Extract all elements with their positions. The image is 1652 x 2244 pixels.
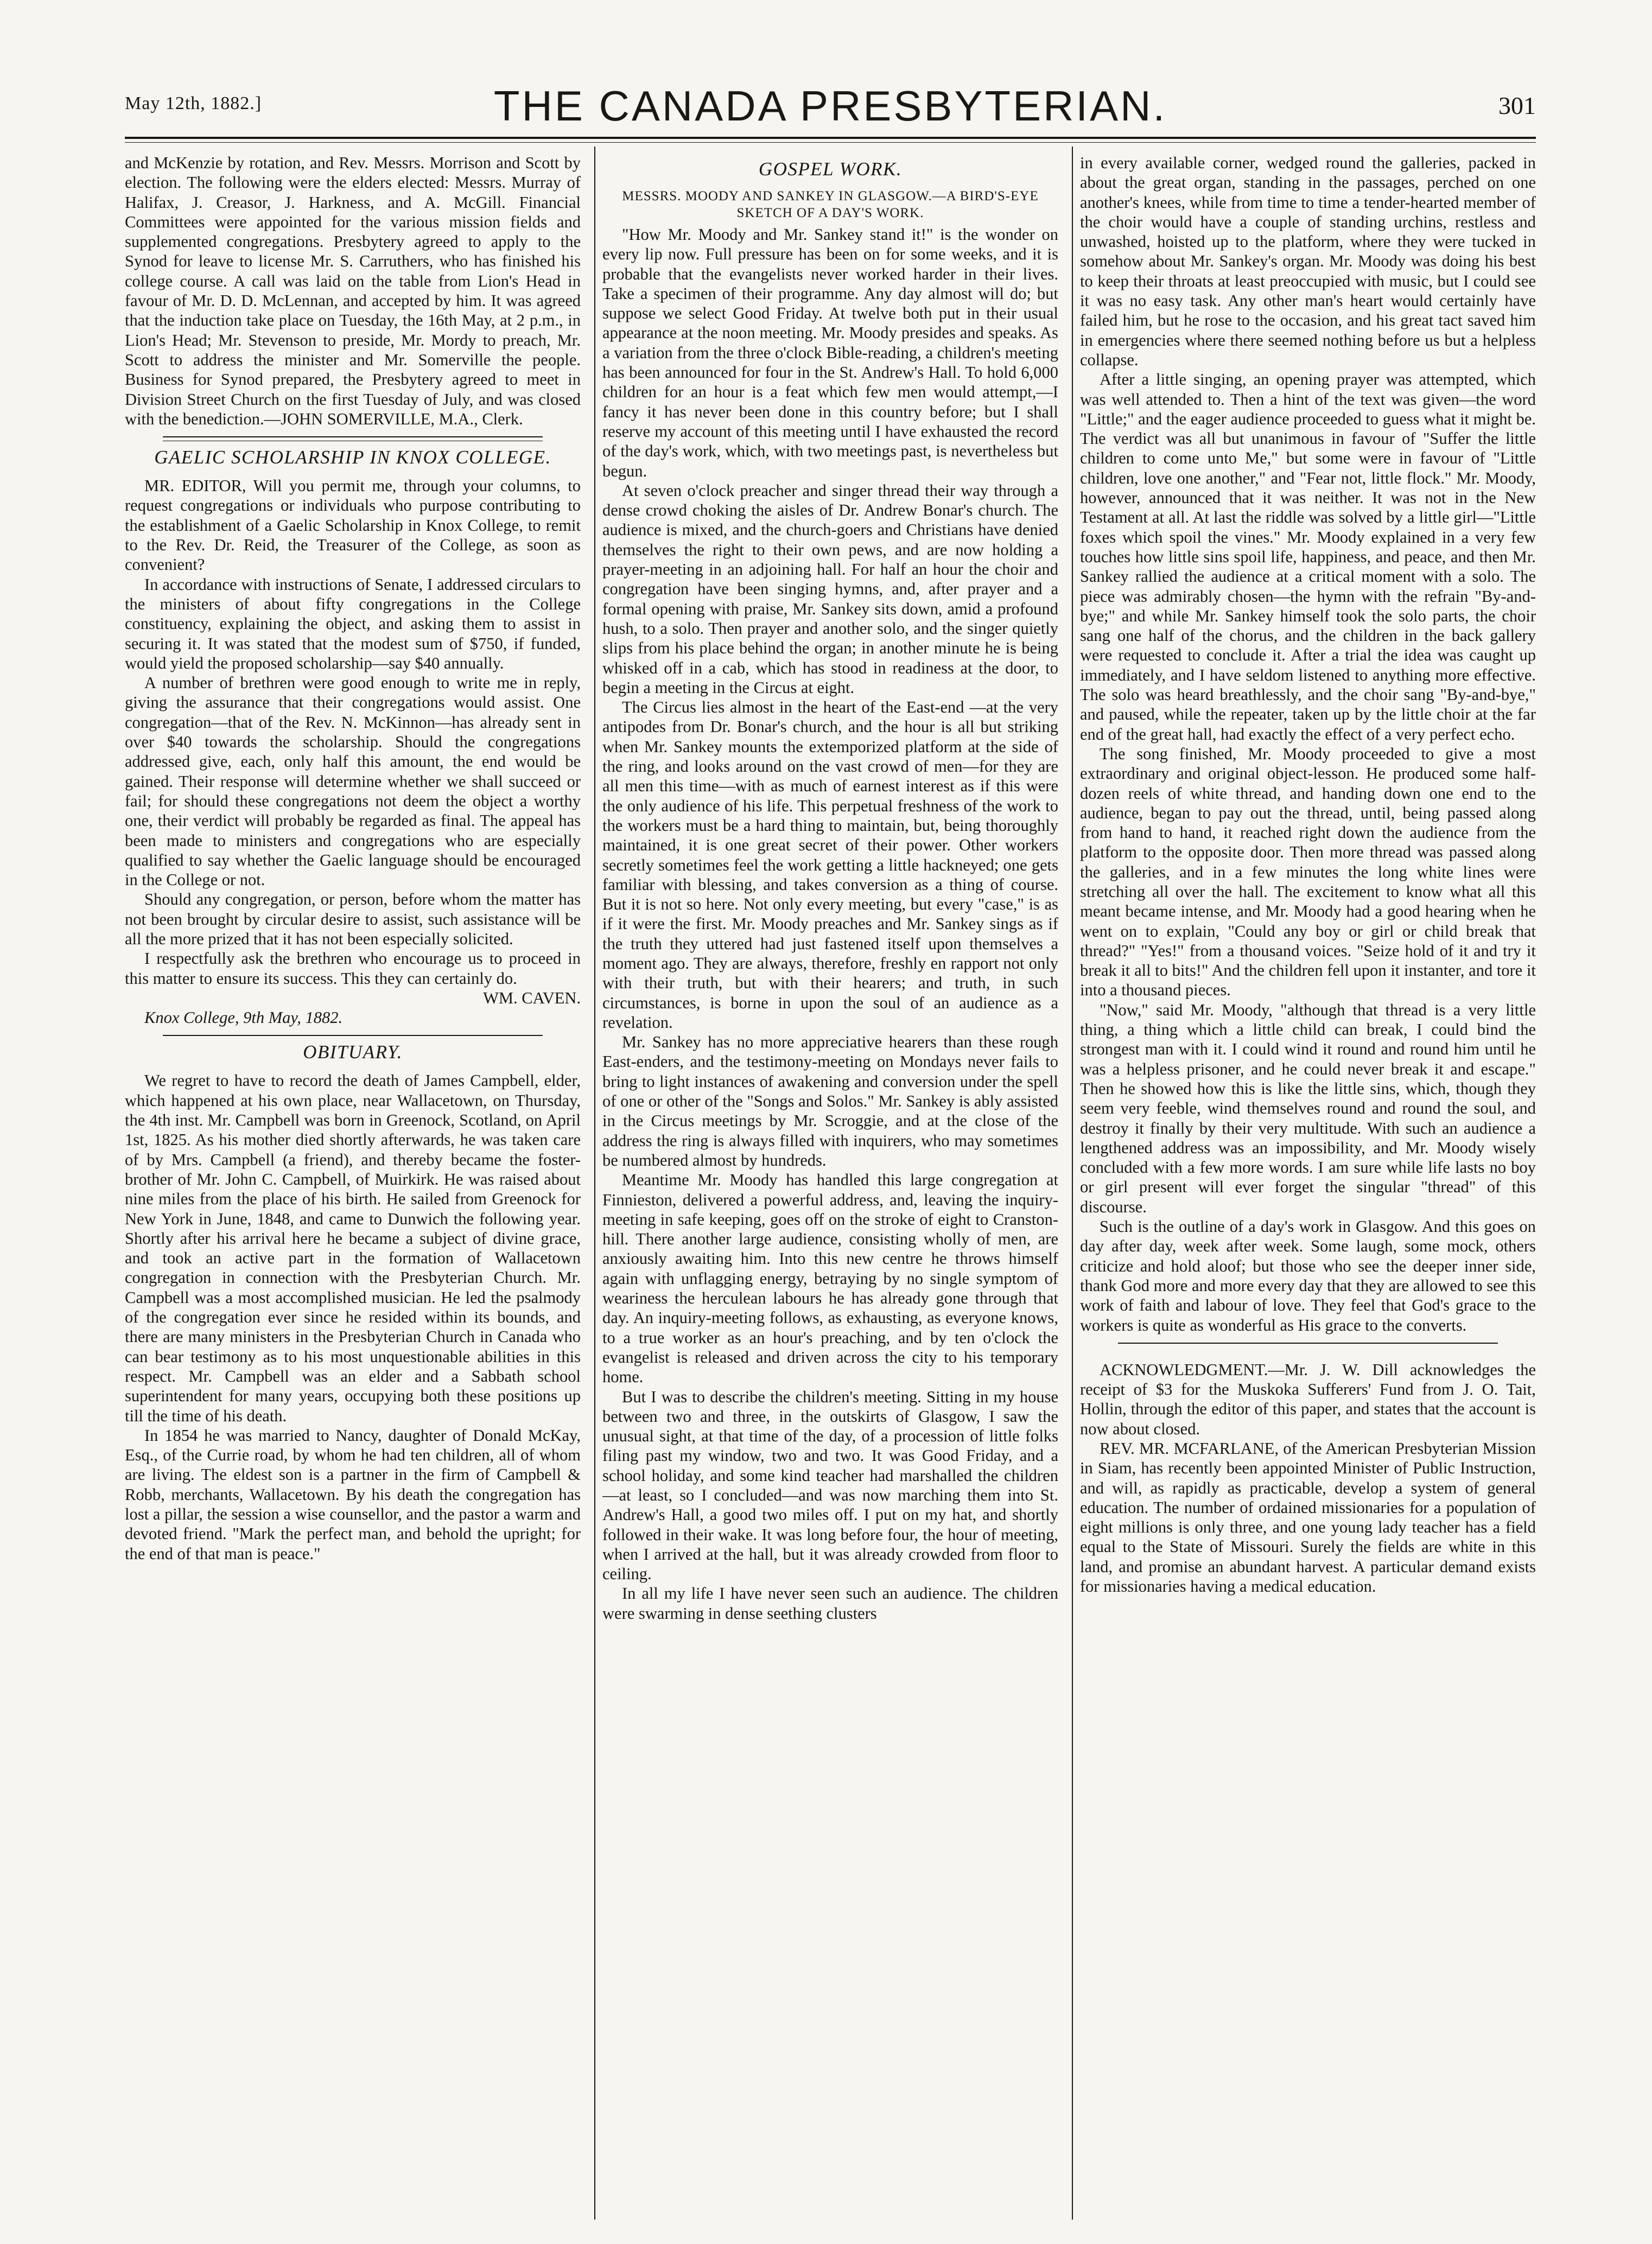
spacer bbox=[1080, 1344, 1536, 1360]
masthead bbox=[125, 81, 1536, 130]
obituary-paragraph: We regret to have to record the death of James Campbell, elder, which happened at his own place, near Wallacetown, on Thursday, the 4th inst. Mr. Campbell was born in Greenock, Scotland, on April 1st, 1825. As his mother died shortly afterwards, he was taken care of by Mrs. Campbell (a friend), and thereby became the foster-brother of Mr. John C. Campbell, of Muirkirk. He was raised about nine miles from the place of his birth. He sailed from Greenock for New York in June, 1848, and came to Dunwich the following year. Shortly after his arrival here he became a subject of divine grace, and took an active part in the formation of Wallacetown congregation in connection with the Presbyterian Church. Mr. Campbell was a most accomplished musician. He led the psalmody of the congregation ever since he resided within its bounds, and there are many ministers in the Presbyterian Church in Canada who can bear testimony as to his most unquestionable abilities in this respect. Mr. Campbell was an elder and a Sabbath school superintendent for many years, occupying both these positions up till the time of his death. bbox=[125, 1071, 581, 1425]
gaelic-paragraph: In accordance with instructions of Senate, I addressed circulars to the ministers of about fifty congregations in the College constituency, explaining the object, and asking them to assist in securing it. It was stated that the modest sum of $750, if funded, would yield the proposed scholarship—say $40 annually. bbox=[125, 575, 581, 672]
masthead-rule-thin bbox=[125, 142, 1536, 143]
gospel-work-subheading: MESSRS. MOODY AND SANKEY IN GLASGOW.—A BIRD'S-EYE SKETCH OF A DAY'S WORK. bbox=[622, 189, 1039, 220]
gospel-paragraph: Such is the outline of a day's work in Glasgow. And this goes on day after day, week after week. Some laugh, some mock, others criticize and hold aloof; but those who see the deeper inner side, thank God more and more every day that they are allowed to see this work of faith and labour of love. They feel that God's grace to the workers is quite as wonderful as His grace to the converts. bbox=[1080, 1217, 1536, 1334]
article-separator bbox=[163, 436, 543, 437]
obituary-heading: OBITUARY. bbox=[303, 1041, 403, 1063]
gospel-paragraph: The Circus lies almost in the heart of the East-end —at the very antipodes from Dr. Bonar's church, and the hour is all but striking when Mr. Sankey mounts the extemporized platform at the side of the ring, and looks around on the vast crowd of men—for they are all men this time—with as much of earnest interest as if this were the only audience of his life. This perpetual freshness of the work to the workers must be a hard thing to maintain, but, being thoroughly maintained, it is one great secret of their power. Other workers secretly sometimes feel the work getting a little hackneyed; one gets familiar with blessing, and takes conversion as a thing of course. But it is not so here. Not only every meeting, but every "case," is as if it were the first. Mr. Moody preaches and Mr. Sankey sings as if the truth they uttered had just fastened itself upon themselves a moment ago. They are always, therefore, freshly en rapport not only with their truth, but with their hearers; and truth, in such circumstances, is borne in upon the soul of an audience as a revelation. bbox=[602, 698, 1058, 1032]
gospel-paragraph: At seven o'clock preacher and singer thread their way through a dense crowd choking the aisles of Dr. Andrew Bonar's church. The audience is mixed, and the church-goers and Christians have denied themselves the right to their own pews, and are now holding a prayer-meeting in an adjoining hall. For half an hour the choir and congregation have been singing hymns, and, after prayer and a formal opening with praise, Mr. Sankey sits down, amid a profound hush, to a solo. Then prayer and another solo, and the singer quietly slips from his place behind the organ; in another minute he is being whisked off in a cab, which has stood in readiness at the door, to begin a meeting in the Circus at eight. bbox=[602, 481, 1058, 697]
presbytery-report-continued: and McKenzie by rotation, and Rev. Messrs. Morrison and Scott by election. The following were the elders elected: Messrs. Murray of Halifax, J. Creasor, J. Harkness, and A. McGill. Financial Committees were appointed for the various mission fields and supplemented congregations. Presbytery agreed to apply to the Synod for leave to license Mr. S. Carruthers, who has finished his college course. A call was laid on the table from Lion's Head in favour of Mr. D. D. McLennan, and accepted by him. It was agreed that the induction take place on Tuesday, the 16th May, at 2 p.m., in Lion's Head; Mr. Stevenson to preside, Mr. Mordy to preach, Mr. Scott to address the minister and Mr. Somerville the people. Business for Synod prepared, the Presbytery agreed to meet in Division Street Church on the first Tuesday of July, and was closed with the benediction.—JOHN SOMERVILLE, M.A., Clerk. bbox=[125, 154, 581, 428]
gospel-paragraph: "Now," said Mr. Moody, "although that thread is a very little thing, a thing which a little child can break, I could bind the strongest man with it. I could wind it round and round him until he was a helpless prisoner, and he could never break it and escape." Then he showed how this is like the little sins, which, though they seem very feeble, wind themselves round and round the soul, and destroy it finally by their very multitude. With such an audience a lengthened address was an impossibility, and Mr. Moody wisely concluded with a few more words. I am sure while life lasts no boy or girl present will ever forget the singular "thread" of this discourse. bbox=[1080, 1000, 1536, 1216]
gospel-paragraph: The song finished, Mr. Moody proceeded to give a most extraordinary and original object-lesson. He produced some half-dozen reels of white thread, and handing down one end to the audience, began to pay out the thread, until, being passed along from hand to hand, it reached right down the audience from the platform to the opposite door. Then more thread was passed along the galleries, and in a few minutes the long white lines were stretching all over the hall. The excitement to know what all this meant became intense, and Mr. Moody had a good hearing when he went on to explain, "Could any boy or girl or child break that thread?" "Yes!" from a thousand voices. "Seize hold of it and try it break it all to bits!" And the children fell upon it instanter, and tore it into a thousand pieces. bbox=[1080, 744, 1536, 1000]
gaelic-scholarship-heading: GAELIC SCHOLARSHIP IN KNOX COLLEGE. bbox=[154, 447, 551, 468]
mcfarlane-notice: REV. MR. MCFARLANE, of the American Presbyterian Mission in Siam, has recently been appointed Minister of Public Instruction, and will, as rapidly as practicable, develop a system of general education. The number of ordained missionaries for a population of eight millions is only three, and one young lady teacher has a field equal to the State of Missouri. Surely the fields are white in this land, and promise an abundant harvest. A particular demand exists for missionaries having a medical education. bbox=[1080, 1439, 1536, 1596]
issue-date: May 12th, 1882.] bbox=[125, 93, 262, 113]
gospel-paragraph: in every available corner, wedged round the galleries, packed in about the great organ, standing in the passages, perched on one another's knees, while from time to time a tender-hearted member of the choir would have a couple of standing urchins, restless and unwashed, hoisted up to the platform, where they were tucked in somehow about Mr. Sankey's organ. Mr. Moody was doing his best to keep their throats at least preoccupied with music, but I could see it was no easy task. Any other man's heart would certainly have failed him, but he rose to the occasion, and his great tact saved him in emergencies where there seemed nothing before us but a helpless collapse. bbox=[1080, 154, 1536, 369]
masthead-rule bbox=[125, 137, 1536, 139]
article-separator bbox=[163, 1035, 543, 1036]
column-divider bbox=[594, 147, 595, 2220]
letter-signature: WM. CAVEN. bbox=[483, 988, 581, 1007]
gaelic-paragraph: MR. EDITOR, Will you permit me, through your columns, to request congregations or individuals who purpose contributing to the establishment of a Gaelic Scholarship in Knox College, to remit to the Rev. Dr. Reid, the Treasurer of the College, as soon as convenient? bbox=[125, 476, 581, 574]
column-divider bbox=[1072, 147, 1073, 2220]
column-1 bbox=[125, 153, 581, 2215]
gospel-work-heading: GOSPEL WORK. bbox=[758, 158, 903, 180]
gospel-paragraph: Meantime Mr. Moody has handled this large congregation at Finnieston, delivered a powerful address, and, leaving the inquiry-meeting in safe keeping, goes off on the stroke of eight to Cranston-hill. There another large audience, consisting wholly of men, are anxiously awaiting him. Into this new centre he throws himself again with unflagging energy, betraying by no single symptom of weariness the herculean labours he has already gone through that day. An inquiry-meeting follows, as exhausting, as everyone knows, to a true worker as an hour's preaching, and by ten o'clock the evangelist is released and driven across the city to his temporary home. bbox=[602, 1171, 1058, 1387]
gospel-paragraph: Mr. Sankey has no more appreciative hearers than these rough East-enders, and the testimony-meeting on Mondays never fails to bring to light instances of awakening and conversion under the spell of one or other of the "Songs and Solos." Mr. Sankey is ably assisted in the Circus meetings by Mr. Scroggie, and at the close of the address the ring is always filled with inquirers, who may sometimes be numbered almost by hundreds. bbox=[602, 1033, 1058, 1169]
column-3 bbox=[1080, 153, 1536, 2215]
gospel-paragraph: After a little singing, an opening prayer was attempted, which was well attended to. Then a hint of the text was given—the word "Little;" and the eager audience proceeded to guess what it might be. The verdict was all but unanimous in favour of "Suffer the little children to come unto Me," but some were in favour of "Little children, love one another," and "Fear not, little flock." Mr. Moody, however, announced that it was neither. It was not in the New Testament at all. At last the riddle was solved by a little girl—"Little foxes which spoil the vines." Mr. Moody explained in a very few touches how little sins spoil life, happiness, and peace, and then Mr. Sankey rallied the audience at a critical moment with a solo. The piece was admirably chosen—the hymn with the refrain "By-and-bye;" and while Mr. Sankey himself took the solo parts, the choir sang one half of the chorus, and the children in the back gallery were requested to conclude it. After a trial the idea was caught up immediately, and I have seldom listened to anything more effective. The solo was heard breathlessly, and the choir sang "By-and-bye," and paused, while the repeater, taken up by the little choir at the far end of the great hall, had exactly the effect of a very perfect echo. bbox=[1080, 370, 1536, 743]
newspaper-title: THE CANADA PRESBYTERIAN. bbox=[493, 82, 1167, 130]
page-number: 301 bbox=[1498, 92, 1536, 119]
gaelic-paragraph: Should any congregation, or person, before whom the matter has not been brought by circular desire to assist, such assistance will be all the more prized that it has not been especially solicited. bbox=[125, 890, 581, 948]
gaelic-paragraph: I respectfully ask the brethren who encourage us to proceed in this matter to ensure its success. This they can certainly do. bbox=[125, 949, 581, 988]
gospel-paragraph: But I was to describe the children's meeting. Sitting in my house between two and three, in the outskirts of Glasgow, I saw the unusual sight, at that time of the day, of a procession of little folks filing past my window, two and two. It was Good Friday, and a school holiday, and some kind teacher had marshalled the children—at least, so I concluded—and was now marching them into St. Andrew's Hall, a good two miles off. I put on my hat, and shortly followed in their wake. It was long before four, the hour of meeting, when I arrived at the hall, but it was already crowded from floor to ceiling. bbox=[602, 1387, 1058, 1584]
acknowledgment-notice: ACKNOWLEDGMENT.—Mr. J. W. Dill acknowledges the receipt of $3 for the Muskoka Sufferers' Fund from J. O. Tait, Hollin, through the editor of this paper, and states that the account is now about closed. bbox=[1080, 1360, 1536, 1438]
gospel-paragraph: "How Mr. Moody and Mr. Sankey stand it!" is the wonder on every lip now. Full pressure has been on for some weeks, and it is probable that the evangelists never worked harder in their lives. Take a specimen of their programme. Any day almost will do; but suppose we select Good Friday. At twelve both put in their usual appearance at the noon meeting. Mr. Moody presides and speaks. As a variation from the three o'clock Bible-reading, a children's meeting has been announced for four in the St. Andrew's Hall. To hold 6,000 children for an hour is a feat which few men would attempt,—I fancy it has never been done in this country before; but I shall reserve my account of this meeting until I have exhausted the record of the day's work, which, with two meetings past, is nevertheless but begun. bbox=[602, 225, 1058, 480]
gospel-paragraph: In all my life I have never seen such an audience. The children were swarming in dense seething clusters bbox=[602, 1584, 1058, 1623]
gaelic-paragraph: A number of brethren were good enough to write me in reply, giving the assurance that their congregations would assist. One congregation—that of the Rev. N. McKinnon—has already sent in over $40 towards the scholarship. Should the congregations addressed give, each, only half this amount, the end would be gained. Their response will determine whether we shall succeed or fail; for should these congregations not deem the object a worthy one, their verdict will probably be regarded as final. The appeal has been made to ministers and congregations who are especially qualified to say whether the Gaelic language should be encouraged in the College or not. bbox=[125, 673, 581, 889]
column-2 bbox=[602, 153, 1058, 2215]
obituary-paragraph: In 1854 he was married to Nancy, daughter of Donald McKay, Esq., of the Currie road, by whom he had ten children, all of whom are living. The eldest son is a partner in the firm of Campbell & Robb, merchants, Wallacetown. By his death the congregation has lost a pillar, the session a wise counsellor, and the pastor a warm and devoted friend. "Mark the perfect man, and behold the upright; for the end of that man is peace." bbox=[125, 1426, 581, 1563]
letter-dateline: Knox College, 9th May, 1882. bbox=[144, 1008, 343, 1027]
